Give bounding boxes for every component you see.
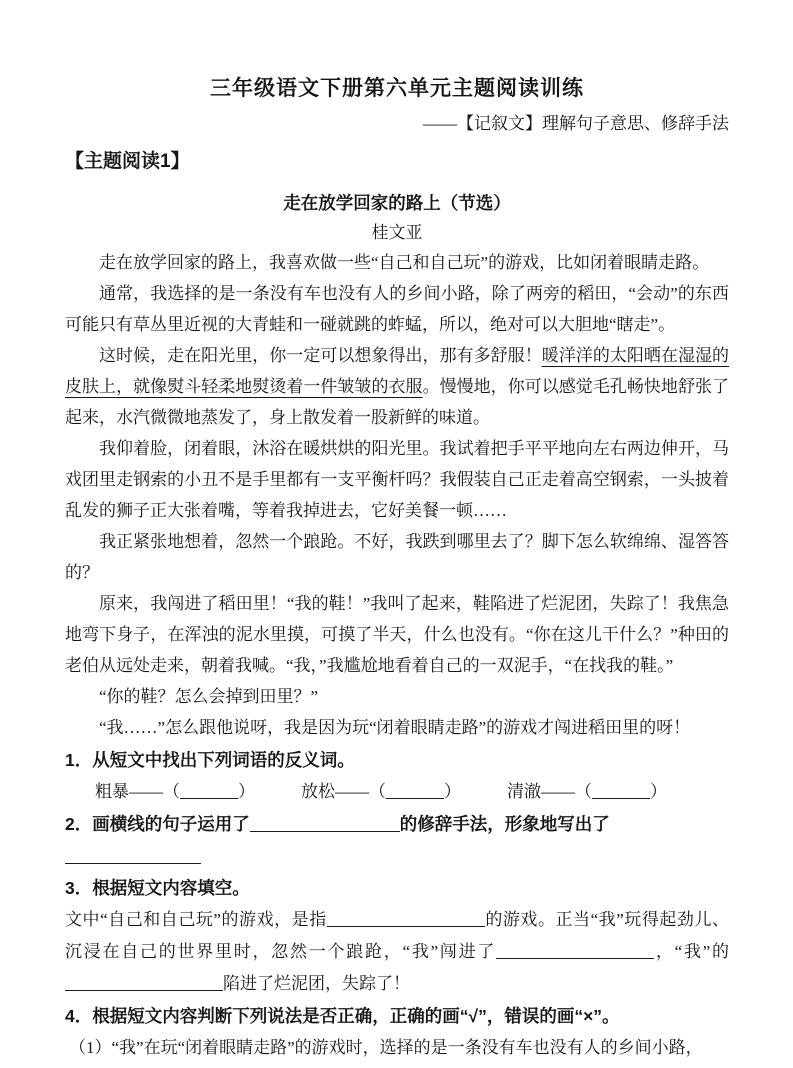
passage-paragraph [65,712,729,743]
text-run: ） [238,782,255,801]
text-run: 我正紧张地想着，忽然一个踉跄。不好，我跌到哪里去了？脚下怎么软绵绵、湿答答的？ [65,532,729,582]
text-run: 我仰着脸，闭着眼，沐浴在暖烘烘的阳光里。我试着把手平平地向左右两边伸开，马戏团里走钢索的小丑不是手里都有一支平衡杆吗？我假装自己正走着高空钢索，一头披着乱发的狮子正大张着嘴，等着我掉进去，它好美餐一顿…… [65,439,729,520]
text-run: 的游戏。正当“我”玩得起劲儿、沉浸在自己的世界里时，忽然一个踉跄，“我”闯进了 [65,910,730,961]
question-2-line [65,808,729,872]
answer-blank [386,784,444,799]
question-3-heading: 3．根据短文内容填空。 [65,878,250,898]
text-run: 清澈——（ [507,782,592,801]
answer-blank [65,849,201,864]
text-run: 通常，我选择的是一条没有车也没有人的乡间小路，除了两旁的稻田，“会动”的东西可能只有草丛里近视的大青蛙和一碰就跳的蚱蜢，所以，绝对可以大胆地“瞎走”。 [65,284,729,334]
section-label: 【主题阅读1】 [65,151,190,172]
article-title: 走在放学回家的路上（节选） [283,193,511,213]
text-run: 2．画横线的句子运用了 [65,814,250,834]
document-subtitle: ——【记叙文】理解句子意思、修辞手法 [423,114,729,133]
question-4-heading: 4．根据短文内容判断下列说法是否正确，正确的画“√”，错误的画“×”。 [65,1006,620,1026]
text-run: “你的鞋？怎么会掉到田里？” [99,687,319,706]
question-3-body [65,904,729,1000]
passage-paragraph [65,681,729,712]
answer-blank [496,944,654,959]
text-run: 放松——（ [301,782,386,801]
answer-blank [180,784,238,799]
passage-paragraph [65,278,729,340]
text-run: 粗暴——（ [95,782,180,801]
passage-paragraph [65,340,729,433]
text-run: ，“我”的 [654,942,730,961]
text-run: ） [444,782,461,801]
text-run: 走在放学回家的路上，我喜欢做一些“自己和自己玩”的游戏，比如闭着眼睛走路。 [99,253,710,272]
passage-paragraph [65,588,729,681]
passage-paragraph [65,526,729,588]
text-run: “我……”怎么跟他说呀，我是因为玩“闭着眼睛走路”的游戏才闯进稻田里的呀！ [99,718,691,737]
question-1-answer-line [65,776,729,808]
answer-blank [65,976,223,991]
passage-paragraph [65,433,729,526]
text-run: 。慢慢地，你可以感觉毛孔畅快地舒张了起来，水汽微微地蒸发了，身上散发着一股新鲜的味道。 [65,377,730,427]
answer-blank [592,784,650,799]
questions [65,744,729,1064]
text-run: 原来，我闯进了稻田里！“我的鞋！”我叫了起来，鞋陷进了烂泥团，失踪了！我焦急地弯下身子，在浑浊的泥水里摸，可摸了半天，什么也没有。“你在这儿干什么？”种田的老伯从远处走来，朝着我喊。“我，”我尴尬地看着自己的一双泥手，“在找我的鞋。” [65,594,729,675]
text-run: 文中“自己和自己玩”的游戏，是指 [65,910,327,929]
text-run: 的修辞手法，形象地写出了 [399,814,610,834]
answer-blank [250,817,400,832]
underlined-sentence: 暖洋洋的太阳晒在湿湿的皮肤上，就像熨斗轻柔地熨烫着一件皱皱的衣服 [65,346,730,396]
passage [65,247,729,743]
answer-blank [327,912,485,927]
article-author: 桂文亚 [371,223,423,242]
passage-paragraph [65,247,729,278]
question-4-item-1: （1）“我”在玩“闭着眼睛走路”的游戏时，选择的是一条没有车也没有人的乡间小路， [69,1038,703,1057]
text-run: 陷进了烂泥团，失踪了！ [223,974,410,993]
text-run: 这时候，走在阳光里，你一定可以想象得出，那有多舒服！ [99,346,542,365]
text-run: ） [650,782,667,801]
document-title: 三年级语文下册第六单元主题阅读训练 [210,77,584,100]
question-1-heading: 1．从短文中找出下列词语的反义词。 [65,750,355,770]
